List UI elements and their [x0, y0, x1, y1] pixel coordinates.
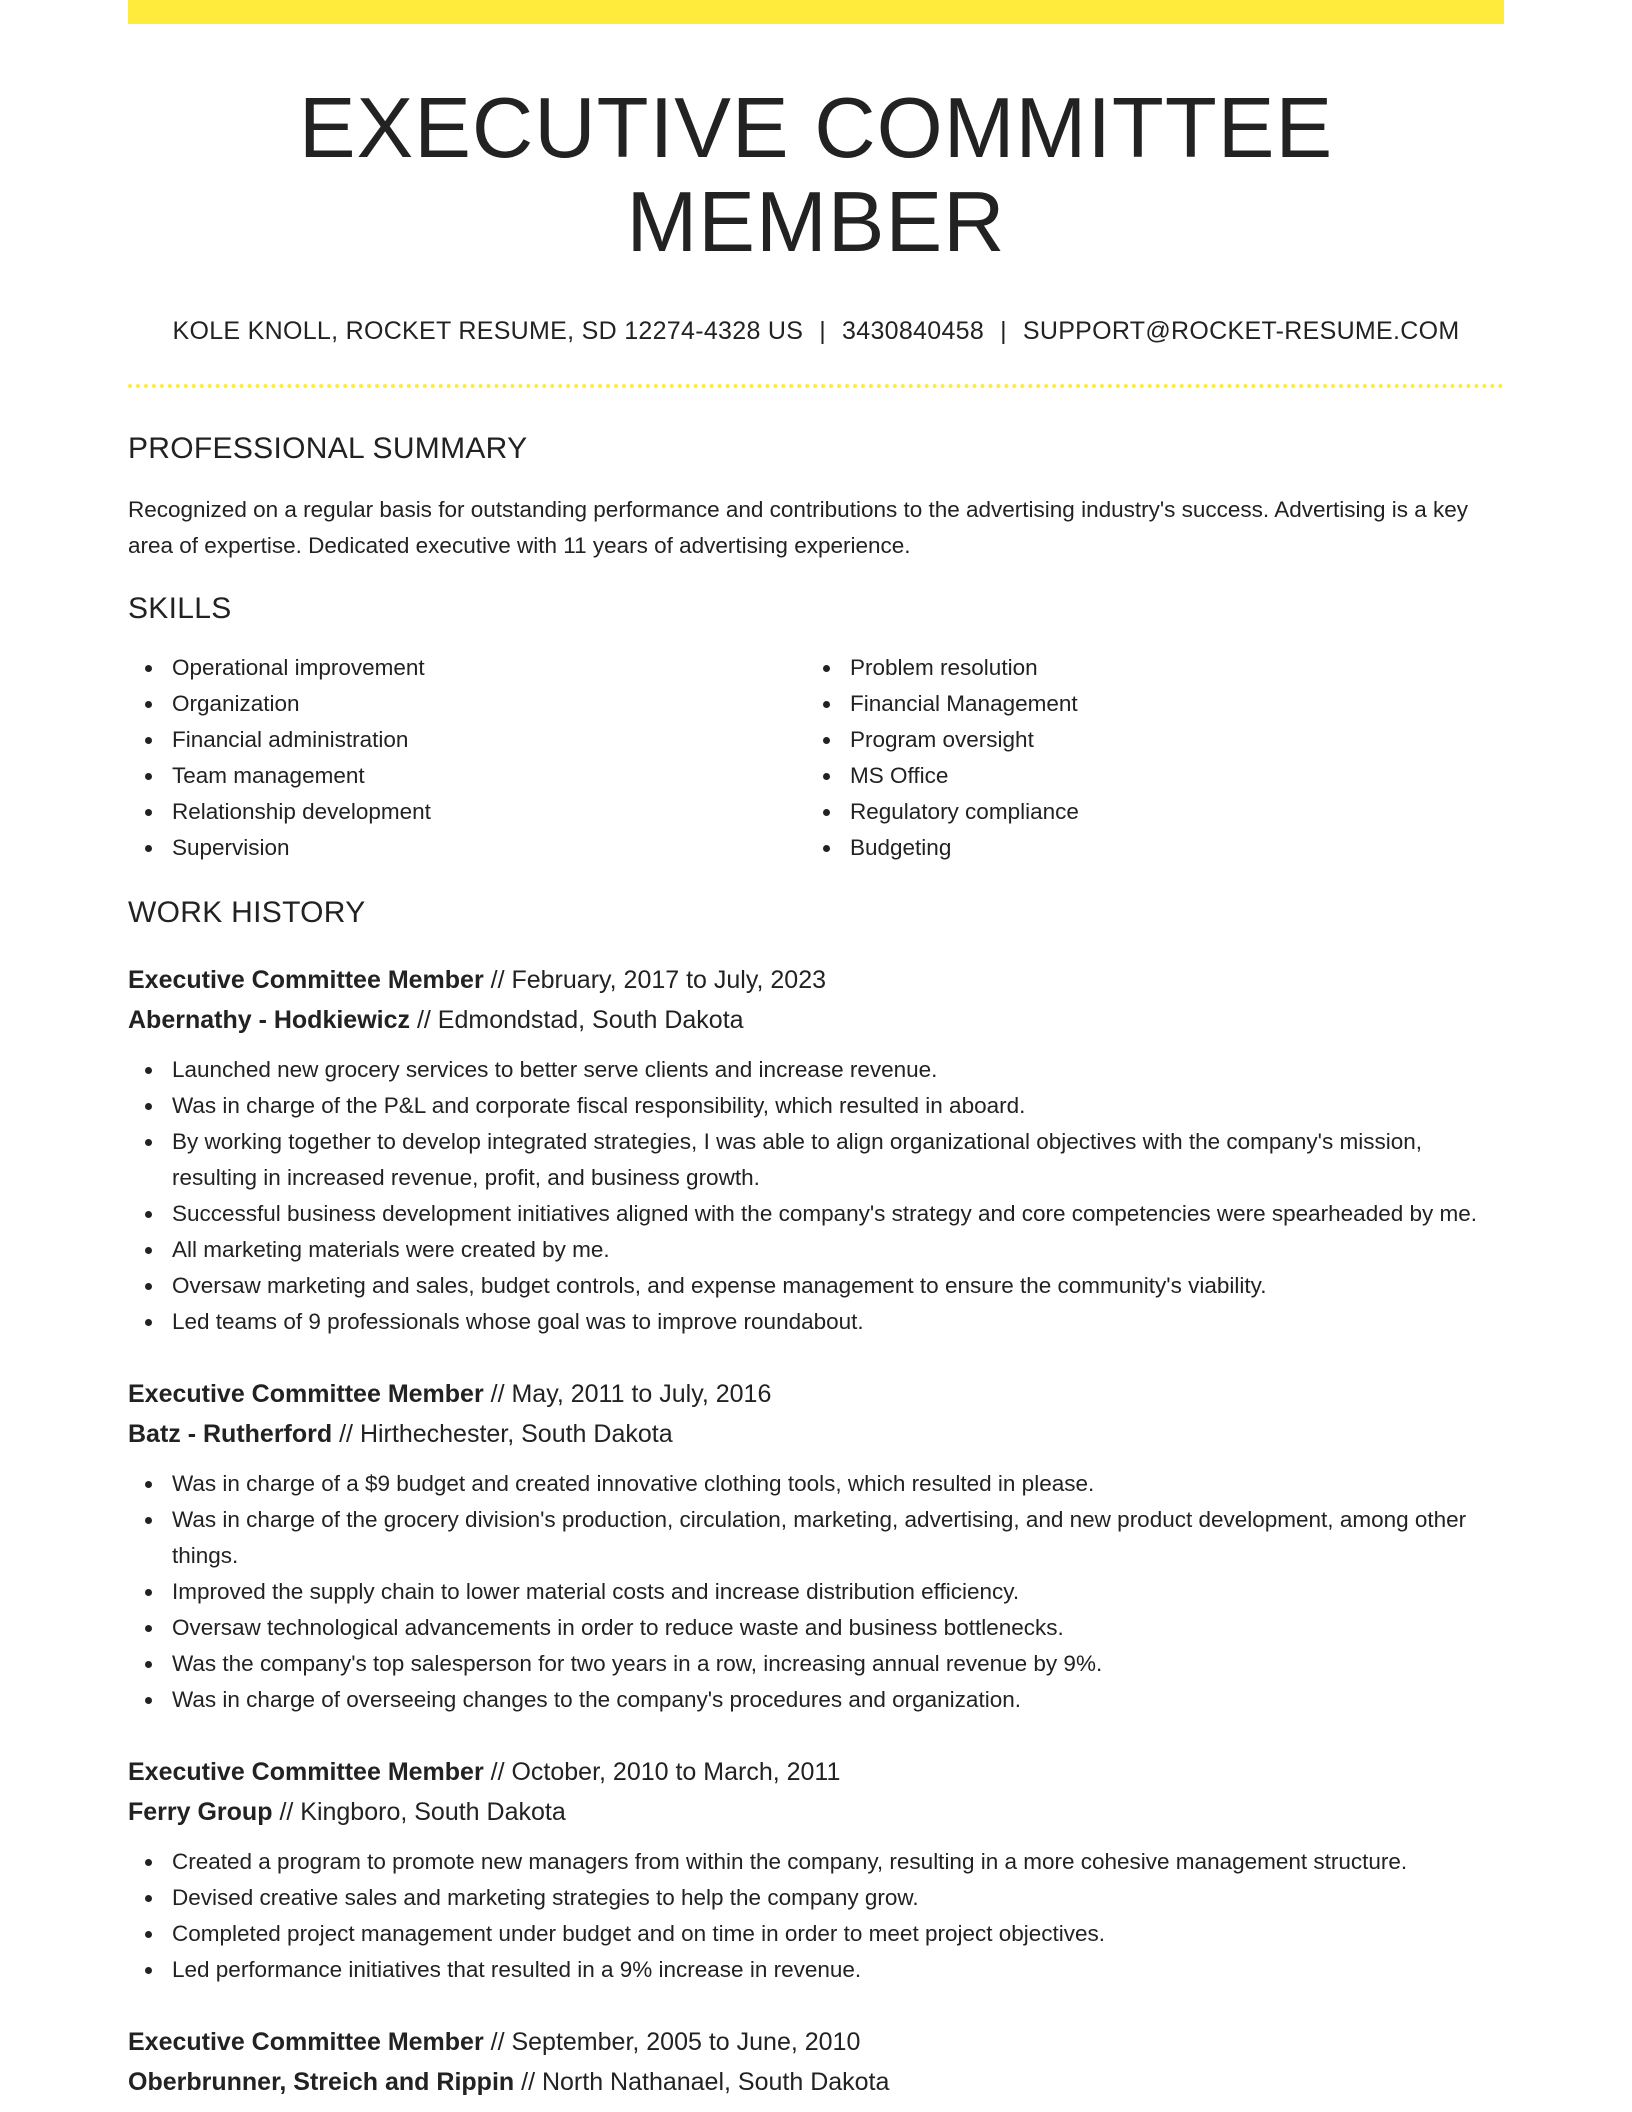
job-location: // Kingboro, South Dakota [279, 1798, 566, 1826]
job-bullet: Oversaw technological advancements in order to reduce waste and business bottlenecks. [128, 1610, 1504, 1646]
dotted-divider [128, 384, 1504, 388]
job-bullet: Led performance initiatives that resulted in a 9% increase in revenue. [128, 1952, 1504, 1988]
job-title: Executive Committee Member [128, 1758, 484, 1786]
job-bullet: Created a program to promote new managers from within the company, resulting in a more cohesive management structure. [128, 1844, 1504, 1880]
job-entry [128, 2022, 1504, 2102]
job-bullets [128, 1844, 1504, 1988]
job-bullet: Was the company's top salesperson for two years in a row, increasing annual revenue by 9%. [128, 1646, 1504, 1682]
job-bullet: Led teams of 9 professionals whose goal was to improve roundabout. [128, 1304, 1504, 1340]
job-bullet: Devised creative sales and marketing strategies to help the company grow. [128, 1880, 1504, 1916]
job-dates: // February, 2017 to July, 2023 [490, 966, 827, 994]
skills-column-right [806, 650, 1484, 866]
job-title: Executive Committee Member [128, 2028, 484, 2056]
job-dates: // May, 2011 to July, 2016 [490, 1380, 772, 1408]
job-bullet: Improved the supply chain to lower material costs and increase distribution efficiency. [128, 1574, 1504, 1610]
job-company: Abernathy - Hodkiewicz [128, 1006, 410, 1034]
job-bullets [128, 1052, 1504, 1340]
job-dates: // October, 2010 to March, 2011 [490, 1758, 841, 1786]
summary-text: Recognized on a regular basis for outstanding performance and contributions to the advertising industry's success. Advertising is a key area of expertise. Dedicated executive with 11 years of advertising experience. [128, 497, 1469, 558]
skill-item: Financial Management [806, 686, 1484, 722]
job-entry [128, 960, 1504, 1340]
skill-item: Program oversight [806, 722, 1484, 758]
job-bullet: Was in charge of the grocery division's production, circulation, marketing, advertising, and new product development, among other things. [128, 1502, 1504, 1574]
contact-separator: | [1000, 317, 1007, 345]
skill-item: Budgeting [806, 830, 1484, 866]
job-location: // North Nathanael, South Dakota [521, 2068, 890, 2096]
job-bullet: Was in charge of a $9 budget and created innovative clothing tools, which resulted in please. [128, 1466, 1504, 1502]
job-company-line [128, 1000, 1504, 1040]
job-company: Batz - Rutherford [128, 1420, 333, 1448]
skills-list [128, 650, 1504, 866]
job-company-line [128, 2062, 1504, 2102]
job-dates: // September, 2005 to June, 2010 [490, 2028, 861, 2056]
contact-line [128, 317, 1504, 346]
skill-item: Operational improvement [128, 650, 806, 686]
job-location: // Hirthechester, South Dakota [339, 1420, 673, 1448]
job-company-line [128, 1414, 1504, 1454]
job-bullet: By working together to develop integrated strategies, I was able to align organizational objectives with the company's mission, resulting in increased revenue, profit, and business growth. [128, 1124, 1504, 1196]
resume-page [128, 0, 1504, 2102]
job-bullets [128, 1466, 1504, 1718]
job-location: // Edmondstad, South Dakota [416, 1006, 744, 1034]
contact-email: SUPPORT@ROCKET-RESUME.COM [1022, 317, 1460, 345]
skill-item: Relationship development [128, 794, 806, 830]
job-title: Executive Committee Member [128, 966, 484, 994]
skills-column-left [128, 650, 806, 866]
job-bullet: Was in charge of the P&L and corporate fiscal responsibility, which resulted in aboard. [128, 1088, 1504, 1124]
job-bullet: Oversaw marketing and sales, budget controls, and expense management to ensure the community's viability. [128, 1268, 1504, 1304]
job-entry [128, 1374, 1504, 1718]
job-title: Executive Committee Member [128, 1380, 484, 1408]
skill-item: Financial administration [128, 722, 806, 758]
job-title-line [128, 960, 1504, 1000]
job-bullet: All marketing materials were created by me. [128, 1232, 1504, 1268]
accent-top-bar [128, 0, 1504, 24]
resume-title: EXECUTIVE COMMITTEE MEMBER [298, 81, 1334, 270]
job-company: Oberbrunner, Streich and Rippin [128, 2068, 515, 2096]
contact-phone: 3430840458 [842, 317, 985, 345]
job-bullet: Successful business development initiatives aligned with the company's strategy and core competencies were spearheaded by me. [128, 1196, 1504, 1232]
job-title-line [128, 1374, 1504, 1414]
skills-heading: SKILLS [128, 592, 232, 625]
summary-heading: PROFESSIONAL SUMMARY [128, 432, 528, 465]
skill-item: Regulatory compliance [806, 794, 1484, 830]
job-company-line [128, 1792, 1504, 1832]
job-title-line [128, 2022, 1504, 2062]
job-bullet: Was in charge of overseeing changes to the company's procedures and organization. [128, 1682, 1504, 1718]
skill-item: Supervision [128, 830, 806, 866]
job-title-line [128, 1752, 1504, 1792]
work-history-heading: WORK HISTORY [128, 896, 366, 929]
skill-item: Organization [128, 686, 806, 722]
job-bullet: Launched new grocery services to better serve clients and increase revenue. [128, 1052, 1504, 1088]
job-bullet: Completed project management under budget and on time in order to meet project objectives. [128, 1916, 1504, 1952]
skill-item: MS Office [806, 758, 1484, 794]
work-history-list [128, 960, 1504, 2102]
contact-address: KOLE KNOLL, ROCKET RESUME, SD 12274-4328 US [172, 317, 804, 345]
skill-item: Problem resolution [806, 650, 1484, 686]
skill-item: Team management [128, 758, 806, 794]
job-entry [128, 1752, 1504, 1988]
job-company: Ferry Group [128, 1798, 273, 1826]
contact-separator: | [819, 317, 827, 345]
